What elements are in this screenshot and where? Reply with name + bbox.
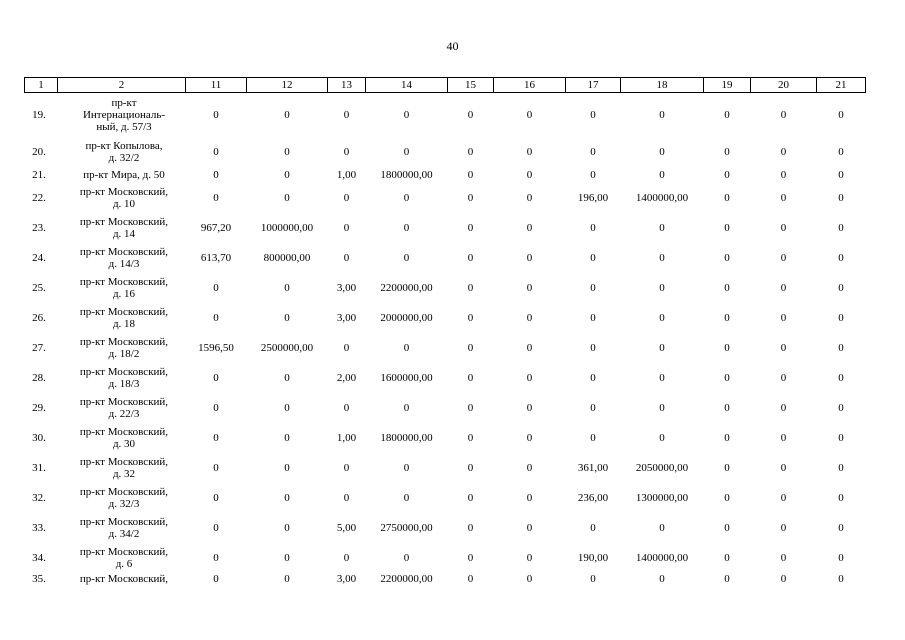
value-cell-col-11: 0 [213, 552, 219, 564]
address-cell: пр-кт Интернациональ- ный, д. 57/3 [82, 97, 166, 133]
value-cell-col-21: 0 [838, 222, 844, 234]
value-cell-col-16: 0 [526, 492, 533, 504]
row-number: 22. [32, 192, 46, 204]
value-cell-col-12: 0 [284, 372, 290, 384]
value-cell-col-16: 0 [526, 109, 533, 121]
table-body [25, 93, 866, 590]
value-cell-col-21: 0 [838, 192, 844, 204]
value-cell-col-17: 0 [590, 372, 596, 384]
value-cell-col-16: 0 [526, 462, 533, 474]
row-number: 35. [32, 573, 46, 585]
value-cell-col-12: 0 [284, 432, 290, 444]
value-cell-col-11: 0 [213, 192, 219, 204]
value-cell-col-20: 0 [780, 282, 787, 294]
row-number: 34. [32, 552, 46, 564]
address-cell: пр-кт Московский, д. 32/3 [79, 486, 169, 510]
value-cell-col-13: 1,00 [336, 169, 357, 181]
value-cell-col-18: 0 [659, 402, 665, 414]
table-row [25, 93, 866, 138]
value-cell-col-13: 0 [343, 109, 350, 121]
value-cell-col-18: 0 [659, 146, 665, 158]
row-number: 30. [32, 432, 46, 444]
value-cell-col-18: 0 [659, 282, 665, 294]
value-cell-col-17: 0 [590, 222, 596, 234]
column-header-14: 14 [366, 78, 448, 93]
row-number: 26. [32, 312, 46, 324]
address-cell: пр-кт Московский, д. 22/3 [79, 396, 169, 420]
value-cell-col-14: 2200000,00 [380, 573, 433, 585]
value-cell-col-20: 0 [780, 342, 787, 354]
table-row [25, 543, 866, 573]
row-number: 23. [32, 222, 46, 234]
value-cell-col-11: 1596,50 [198, 342, 234, 354]
value-cell-col-15: 0 [467, 312, 474, 324]
value-cell-col-16: 0 [526, 222, 533, 234]
value-cell-col-13: 0 [343, 192, 350, 204]
value-cell-col-12: 0 [284, 109, 290, 121]
table-row [25, 183, 866, 213]
value-cell-col-19: 0 [724, 312, 730, 324]
value-cell-col-14: 1800000,00 [380, 169, 433, 181]
value-cell-col-18: 0 [659, 252, 665, 264]
value-cell-col-17: 0 [590, 282, 596, 294]
value-cell-col-20: 0 [780, 169, 787, 181]
data-table [24, 77, 866, 589]
value-cell-col-18: 1400000,00 [635, 192, 689, 204]
value-cell-col-18: 0 [659, 109, 665, 121]
address-cell: пр-кт Московский, д. 18 [79, 306, 169, 330]
value-cell-col-16: 0 [526, 432, 533, 444]
value-cell-col-11: 0 [213, 312, 219, 324]
value-cell-col-20: 0 [780, 462, 787, 474]
value-cell-col-16: 0 [526, 146, 533, 158]
value-cell-col-17: 0 [590, 432, 596, 444]
value-cell-col-17: 190,00 [577, 552, 609, 564]
table-row [25, 363, 866, 393]
value-cell-col-13: 3,00 [336, 573, 357, 585]
value-cell-col-18: 0 [659, 169, 665, 181]
table-row [25, 243, 866, 273]
value-cell-col-21: 0 [838, 522, 844, 534]
value-cell-col-12: 0 [284, 402, 290, 414]
column-header-2: 2 [58, 78, 186, 93]
value-cell-col-18: 0 [659, 432, 665, 444]
row-number: 25. [32, 282, 46, 294]
value-cell-col-14: 1800000,00 [380, 432, 433, 444]
value-cell-col-15: 0 [467, 402, 474, 414]
value-cell-col-14: 0 [403, 146, 410, 158]
value-cell-col-17: 0 [590, 312, 596, 324]
value-cell-col-14: 0 [403, 462, 410, 474]
value-cell-col-18: 1400000,00 [635, 552, 689, 564]
value-cell-col-20: 0 [780, 222, 787, 234]
row-number: 24. [32, 252, 46, 264]
row-number: 28. [32, 372, 46, 384]
value-cell-col-20: 0 [780, 573, 787, 585]
value-cell-col-14: 0 [403, 402, 410, 414]
table-row [25, 137, 866, 167]
value-cell-col-11: 0 [213, 573, 219, 585]
header-row [25, 78, 866, 93]
address-cell: пр-кт Московский, д. 14/3 [79, 246, 169, 270]
value-cell-col-21: 0 [838, 372, 844, 384]
column-header-21: 21 [817, 78, 866, 93]
value-cell-col-21: 0 [838, 462, 844, 474]
table-row [25, 273, 866, 303]
row-number: 33. [32, 522, 46, 534]
row-number: 20. [32, 146, 46, 158]
value-cell-col-12: 800000,00 [263, 252, 311, 264]
value-cell-col-15: 0 [467, 342, 474, 354]
value-cell-col-18: 0 [659, 312, 665, 324]
table-row [25, 453, 866, 483]
value-cell-col-11: 0 [213, 169, 219, 181]
value-cell-col-13: 3,00 [336, 282, 357, 294]
address-cell: пр-кт Московский, д. 32 [79, 456, 169, 480]
value-cell-col-18: 2050000,00 [635, 462, 689, 474]
value-cell-col-17: 0 [590, 169, 596, 181]
value-cell-col-17: 196,00 [577, 192, 609, 204]
value-cell-col-17: 0 [590, 402, 596, 414]
value-cell-col-13: 0 [343, 252, 350, 264]
row-number: 21. [32, 169, 46, 181]
column-header-18: 18 [621, 78, 704, 93]
value-cell-col-21: 0 [838, 552, 844, 564]
value-cell-col-21: 0 [838, 146, 844, 158]
value-cell-col-20: 0 [780, 146, 787, 158]
value-cell-col-19: 0 [724, 169, 730, 181]
row-number: 32. [32, 492, 46, 504]
column-header-15: 15 [448, 78, 494, 93]
value-cell-col-19: 0 [724, 222, 730, 234]
column-header-16: 16 [494, 78, 566, 93]
value-cell-col-11: 0 [213, 462, 219, 474]
value-cell-col-13: 0 [343, 552, 350, 564]
column-header-11: 11 [186, 78, 247, 93]
value-cell-col-13: 0 [343, 462, 350, 474]
value-cell-col-15: 0 [467, 192, 474, 204]
value-cell-col-14: 2750000,00 [380, 522, 433, 534]
value-cell-col-15: 0 [467, 552, 474, 564]
address-cell: пр-кт Московский, д. 18/3 [79, 366, 169, 390]
value-cell-col-20: 0 [780, 522, 787, 534]
value-cell-col-15: 0 [467, 432, 474, 444]
value-cell-col-19: 0 [724, 252, 730, 264]
value-cell-col-21: 0 [838, 169, 844, 181]
value-cell-col-17: 0 [590, 573, 596, 585]
page-number: 40 [446, 39, 459, 53]
value-cell-col-20: 0 [780, 192, 787, 204]
value-cell-col-12: 2500000,00 [260, 342, 314, 354]
value-cell-col-18: 0 [659, 222, 665, 234]
value-cell-col-17: 236,00 [577, 492, 609, 504]
table-row [25, 333, 866, 363]
value-cell-col-19: 0 [724, 192, 730, 204]
value-cell-col-15: 0 [467, 492, 474, 504]
value-cell-col-19: 0 [724, 432, 730, 444]
address-cell: пр-кт Московский, д. 6 [79, 546, 169, 570]
table-row [25, 213, 866, 243]
value-cell-col-21: 0 [838, 252, 844, 264]
value-cell-col-21: 0 [838, 282, 844, 294]
table-row [25, 513, 866, 543]
value-cell-col-17: 0 [590, 522, 596, 534]
value-cell-col-20: 0 [780, 492, 787, 504]
value-cell-col-20: 0 [780, 432, 787, 444]
value-cell-col-16: 0 [526, 192, 533, 204]
value-cell-col-11: 967,20 [200, 222, 232, 234]
table-row [25, 393, 866, 423]
value-cell-col-15: 0 [467, 372, 474, 384]
value-cell-col-21: 0 [838, 342, 844, 354]
value-cell-col-13: 3,00 [336, 312, 357, 324]
value-cell-col-16: 0 [526, 282, 533, 294]
value-cell-col-16: 0 [526, 342, 533, 354]
value-cell-col-19: 0 [724, 462, 730, 474]
value-cell-col-19: 0 [724, 146, 730, 158]
value-cell-col-15: 0 [467, 282, 474, 294]
value-cell-col-21: 0 [838, 573, 844, 585]
row-number: 27. [32, 342, 46, 354]
value-cell-col-21: 0 [838, 492, 844, 504]
value-cell-col-15: 0 [467, 169, 474, 181]
value-cell-col-13: 0 [343, 146, 350, 158]
value-cell-col-20: 0 [780, 252, 787, 264]
value-cell-col-17: 361,00 [577, 462, 609, 474]
value-cell-col-11: 0 [213, 402, 219, 414]
address-cell: пр-кт Московский, д. 30 [79, 426, 169, 450]
value-cell-col-12: 0 [284, 492, 290, 504]
address-cell: пр-кт Московский, д. 14 [79, 216, 169, 240]
value-cell-col-14: 0 [403, 109, 410, 121]
column-header-19: 19 [704, 78, 751, 93]
row-number: 31. [32, 462, 46, 474]
value-cell-col-18: 0 [659, 573, 665, 585]
table-row [25, 303, 866, 333]
value-cell-col-18: 0 [659, 372, 665, 384]
value-cell-col-12: 0 [284, 312, 290, 324]
value-cell-col-20: 0 [780, 552, 787, 564]
value-cell-col-16: 0 [526, 252, 533, 264]
value-cell-col-13: 1,00 [336, 432, 357, 444]
column-header-17: 17 [566, 78, 621, 93]
value-cell-col-14: 0 [403, 252, 410, 264]
value-cell-col-14: 2200000,00 [380, 282, 433, 294]
value-cell-col-19: 0 [724, 109, 730, 121]
address-cell: пр-кт Мира, д. 50 [83, 169, 165, 181]
value-cell-col-19: 0 [724, 342, 730, 354]
value-cell-col-15: 0 [467, 109, 474, 121]
address-cell: пр-кт Московский, [79, 573, 169, 585]
value-cell-col-11: 0 [213, 146, 219, 158]
value-cell-col-11: 0 [213, 372, 219, 384]
value-cell-col-16: 0 [526, 402, 533, 414]
table-row [25, 573, 866, 589]
value-cell-col-16: 0 [526, 169, 533, 181]
value-cell-col-12: 0 [284, 522, 290, 534]
column-header-13: 13 [328, 78, 366, 93]
value-cell-col-11: 613,70 [200, 252, 232, 264]
value-cell-col-13: 5,00 [336, 522, 357, 534]
value-cell-col-20: 0 [780, 312, 787, 324]
table-row [25, 167, 866, 183]
value-cell-col-20: 0 [780, 372, 787, 384]
address-cell: пр-кт Московский, д. 16 [79, 276, 169, 300]
value-cell-col-14: 0 [403, 222, 410, 234]
value-cell-col-19: 0 [724, 573, 730, 585]
value-cell-col-15: 0 [467, 522, 474, 534]
value-cell-col-11: 0 [213, 109, 219, 121]
row-number: 29. [32, 402, 46, 414]
value-cell-col-21: 0 [838, 402, 844, 414]
value-cell-col-13: 0 [343, 342, 350, 354]
value-cell-col-17: 0 [590, 146, 596, 158]
value-cell-col-16: 0 [526, 552, 533, 564]
table-row [25, 483, 866, 513]
value-cell-col-21: 0 [838, 432, 844, 444]
value-cell-col-21: 0 [838, 109, 844, 121]
value-cell-col-14: 0 [403, 552, 410, 564]
value-cell-col-16: 0 [526, 522, 533, 534]
value-cell-col-12: 0 [284, 282, 290, 294]
value-cell-col-13: 2,00 [336, 372, 357, 384]
value-cell-col-20: 0 [780, 109, 787, 121]
value-cell-col-18: 1300000,00 [635, 492, 689, 504]
value-cell-col-12: 0 [284, 192, 290, 204]
value-cell-col-19: 0 [724, 522, 730, 534]
row-number: 19. [32, 109, 46, 121]
value-cell-col-14: 0 [403, 342, 410, 354]
value-cell-col-15: 0 [467, 222, 474, 234]
value-cell-col-16: 0 [526, 312, 533, 324]
value-cell-col-17: 0 [590, 109, 596, 121]
table-row [25, 423, 866, 453]
value-cell-col-19: 0 [724, 492, 730, 504]
value-cell-col-12: 0 [284, 573, 290, 585]
value-cell-col-14: 1600000,00 [380, 372, 433, 384]
value-cell-col-13: 0 [343, 492, 350, 504]
address-cell: пр-кт Московский, д. 34/2 [79, 516, 169, 540]
value-cell-col-21: 0 [838, 312, 844, 324]
value-cell-col-11: 0 [213, 432, 219, 444]
column-header-1: 1 [25, 78, 58, 93]
value-cell-col-12: 0 [284, 462, 290, 474]
column-header-20: 20 [751, 78, 817, 93]
value-cell-col-16: 0 [526, 573, 533, 585]
value-cell-col-11: 0 [213, 522, 219, 534]
address-cell: пр-кт Московский, д. 10 [79, 186, 169, 210]
value-cell-col-14: 0 [403, 192, 410, 204]
value-cell-col-12: 0 [284, 552, 290, 564]
value-cell-col-19: 0 [724, 282, 730, 294]
address-cell: пр-кт Московский, д. 18/2 [79, 336, 169, 360]
value-cell-col-15: 0 [467, 146, 474, 158]
value-cell-col-20: 0 [780, 402, 787, 414]
value-cell-col-17: 0 [590, 342, 596, 354]
value-cell-col-17: 0 [590, 252, 596, 264]
value-cell-col-11: 0 [213, 282, 219, 294]
column-header-12: 12 [247, 78, 328, 93]
address-cell: пр-кт Копылова, д. 32/2 [85, 140, 163, 164]
value-cell-col-13: 0 [343, 222, 350, 234]
value-cell-col-14: 0 [403, 492, 410, 504]
value-cell-col-12: 1000000,00 [260, 222, 314, 234]
value-cell-col-12: 0 [284, 169, 290, 181]
value-cell-col-15: 0 [467, 252, 474, 264]
value-cell-col-15: 0 [467, 462, 474, 474]
value-cell-col-16: 0 [526, 372, 533, 384]
value-cell-col-14: 2000000,00 [380, 312, 433, 324]
value-cell-col-19: 0 [724, 402, 730, 414]
value-cell-col-12: 0 [284, 146, 290, 158]
value-cell-col-19: 0 [724, 552, 730, 564]
value-cell-col-15: 0 [467, 573, 474, 585]
value-cell-col-13: 0 [343, 402, 350, 414]
value-cell-col-11: 0 [213, 492, 219, 504]
value-cell-col-18: 0 [659, 342, 665, 354]
value-cell-col-18: 0 [659, 522, 665, 534]
value-cell-col-19: 0 [724, 372, 730, 384]
